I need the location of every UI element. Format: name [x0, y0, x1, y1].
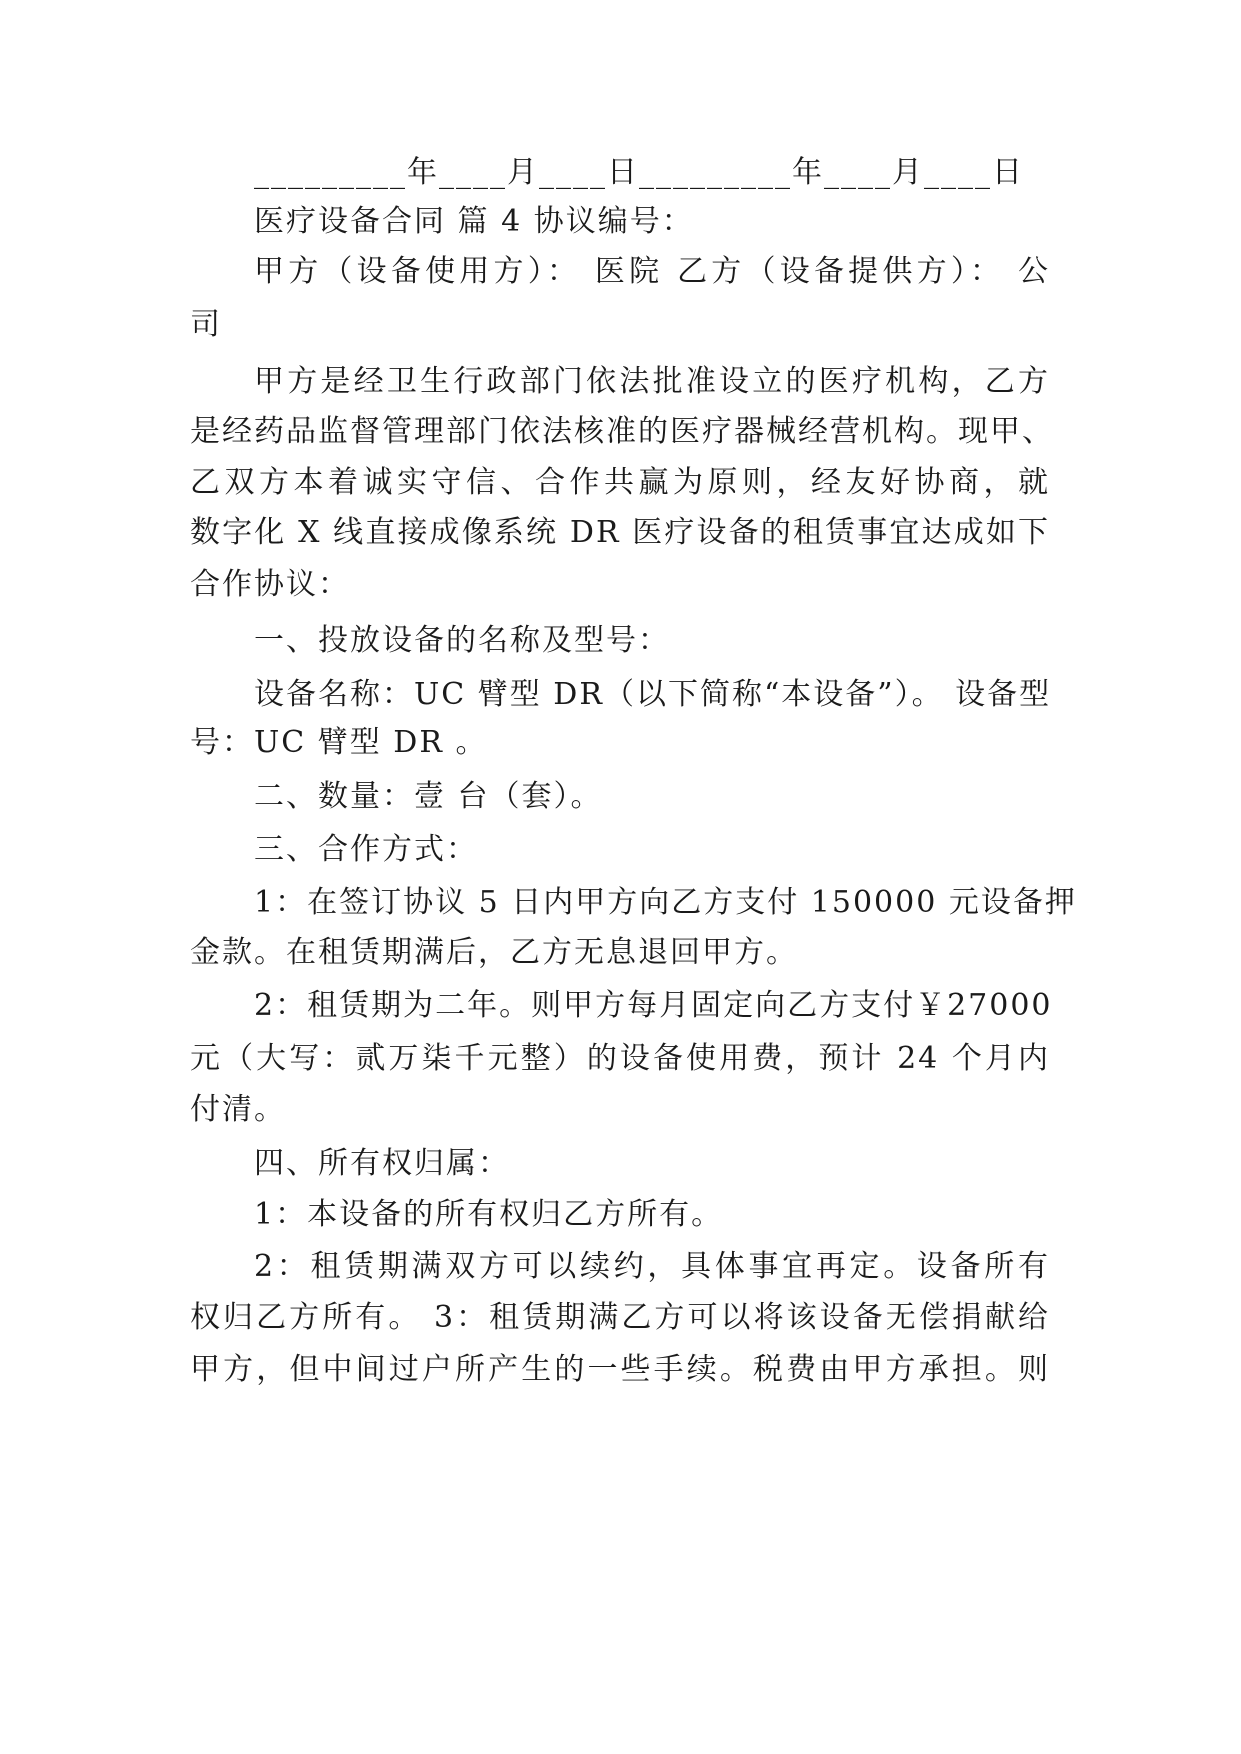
section-heading-4: 四、所有权归属： [254, 1146, 510, 1181]
paragraph-line: 权归乙方所有。 3：租赁期满乙方可以将该设备无偿捐献给 [190, 1300, 1050, 1335]
paragraph-line: 1：本设备的所有权归乙方所有。 [254, 1197, 724, 1232]
section-heading-3: 三、合作方式： [254, 832, 478, 867]
parties-line: 甲方（设备使用方）： 医院 乙方（设备提供方）： 公 [254, 254, 1050, 289]
paragraph-line: 合作协议： [190, 567, 350, 602]
paragraph-line: 付清。 [190, 1092, 286, 1127]
contract-title-line: 医疗设备合同 篇 4 协议编号： [254, 204, 694, 239]
paragraph-line: 金款。在租赁期满后，乙方无息退回甲方。 [190, 935, 798, 970]
paragraph-line: 1：在签订协议 5 日内甲方向乙方支付 150000 元设备押 [254, 885, 1077, 920]
paragraph-line: 设备名称：UC 臂型 DR（以下简称“本设备”）。 设备型 [254, 677, 1052, 712]
paragraph-line: 2：租赁期为二年。则甲方每月固定向乙方支付￥27000 [254, 988, 1053, 1023]
paragraph-line: 甲方，但中间过户所产生的一些手续。税费由甲方承担。则 [190, 1352, 1050, 1387]
date-line: _________年____月____日_________年____月____日 [254, 155, 1024, 190]
parties-line-cont: 司 [190, 307, 222, 342]
paragraph-line: 元（大写：贰万柒千元整）的设备使用费，预计 24 个月内 [190, 1041, 1050, 1076]
paragraph-line: 是经药品监督管理部门依法核准的医疗器械经营机构。现甲、 [190, 414, 1054, 449]
paragraph-line: 甲方是经卫生行政部门依法批准设立的医疗机构，乙方 [254, 364, 1050, 399]
paragraph-line: 乙双方本着诚实守信、合作共赢为原则，经友好协商，就 [190, 465, 1050, 500]
paragraph-line: 号：UC 臂型 DR 。 [190, 725, 488, 760]
paragraph-line: 数字化 X 线直接成像系统 DR 医疗设备的租赁事宜达成如下 [190, 515, 1050, 550]
section-heading-1: 一、投放设备的名称及型号： [254, 623, 670, 658]
section-heading-2: 二、数量：壹 台（套）。 [254, 779, 603, 814]
paragraph-line: 2：租赁期满双方可以续约，具体事宜再定。设备所有 [254, 1249, 1050, 1284]
